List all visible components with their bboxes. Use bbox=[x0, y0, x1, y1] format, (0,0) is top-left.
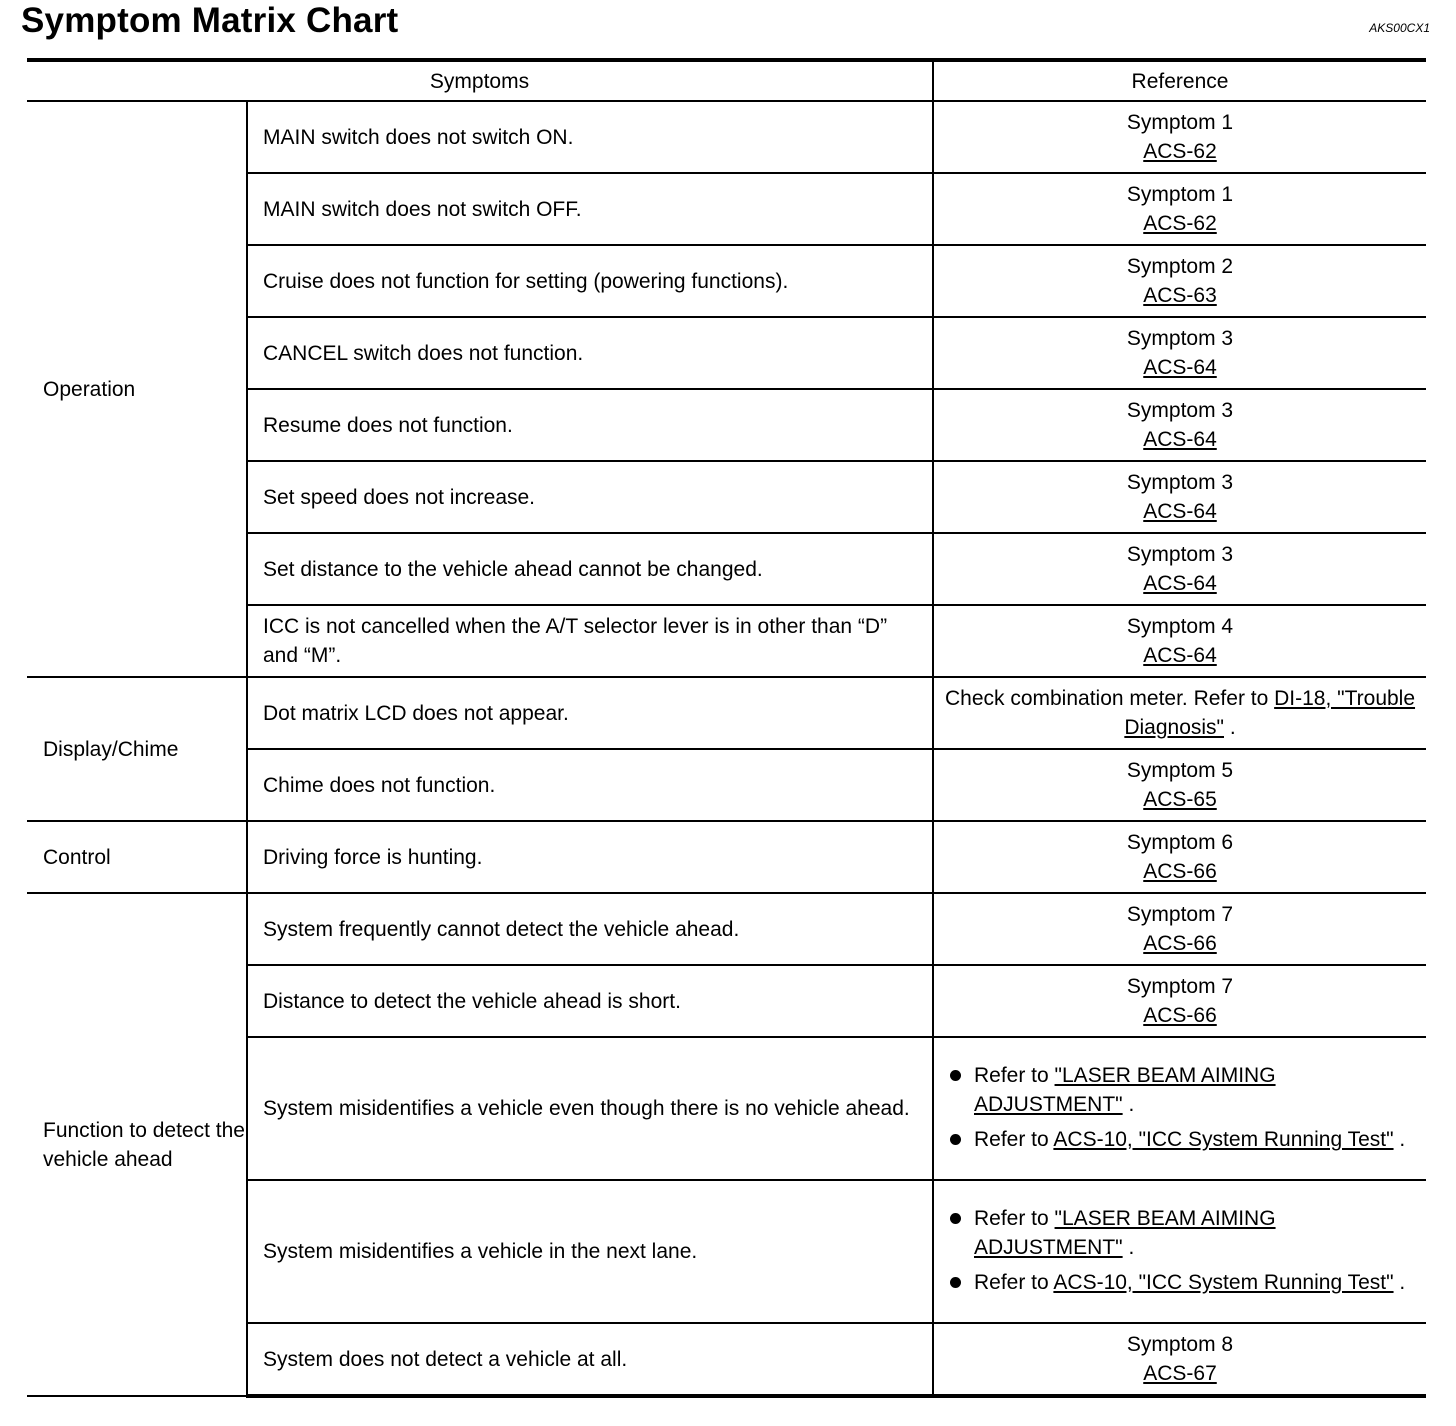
reference-cell bbox=[933, 101, 1426, 173]
reference-label: Symptom 8 bbox=[1126, 1333, 1234, 1356]
reference-cell bbox=[933, 533, 1426, 605]
reference-column-header: Reference bbox=[933, 60, 1426, 101]
symptom-cell: ICC is not cancelled when the A/T selector lever is in other than “D” and “M”. bbox=[247, 605, 933, 677]
reference-label: Symptom 3 bbox=[1126, 471, 1234, 494]
reference-link[interactable]: ACS-64 bbox=[1143, 500, 1217, 523]
symptom-cell: Set distance to the vehicle ahead cannot be changed. bbox=[247, 533, 933, 605]
reference-cell bbox=[933, 461, 1426, 533]
reference-link[interactable]: ACS-64 bbox=[1143, 572, 1217, 595]
reference-link[interactable]: ACS-10, "ICC System Running Test" bbox=[1053, 1128, 1394, 1151]
bullet-icon bbox=[950, 1213, 961, 1224]
reference-label: Symptom 3 bbox=[1126, 327, 1234, 350]
reference-link[interactable]: ACS-67 bbox=[1143, 1362, 1217, 1385]
reference-suffix: . bbox=[1393, 1128, 1406, 1151]
reference-cell bbox=[933, 749, 1426, 821]
reference-label: Check combination meter. Refer to bbox=[944, 687, 1275, 710]
reference-cell bbox=[933, 245, 1426, 317]
symptom-cell: Distance to detect the vehicle ahead is short. bbox=[247, 965, 933, 1037]
reference-cell bbox=[933, 965, 1426, 1037]
reference-label: Symptom 7 bbox=[1126, 975, 1234, 998]
symptom-cell: CANCEL switch does not function. bbox=[247, 317, 933, 389]
reference-cell bbox=[933, 677, 1426, 749]
reference-label: Symptom 2 bbox=[1126, 255, 1234, 278]
category-operation: Operation bbox=[27, 101, 247, 677]
reference-suffix: . bbox=[1224, 716, 1236, 739]
reference-label: Refer to bbox=[974, 1064, 1055, 1087]
symptom-cell: Chime does not function. bbox=[247, 749, 933, 821]
reference-cell bbox=[933, 893, 1426, 965]
reference-label: Refer to bbox=[974, 1128, 1054, 1151]
reference-suffix: . bbox=[1393, 1271, 1406, 1294]
table-header-row bbox=[27, 60, 1426, 101]
table-row bbox=[27, 101, 1426, 173]
symptom-cell: MAIN switch does not switch ON. bbox=[247, 101, 933, 173]
reference-label: Symptom 1 bbox=[1126, 111, 1234, 134]
reference-label: Refer to bbox=[974, 1207, 1055, 1230]
symptom-cell: Dot matrix LCD does not appear. bbox=[247, 677, 933, 749]
reference-link[interactable]: ACS-62 bbox=[1143, 212, 1217, 235]
reference-label: Symptom 3 bbox=[1126, 399, 1234, 422]
bullet-icon bbox=[950, 1277, 961, 1288]
symptom-cell: Cruise does not function for setting (powering functions). bbox=[247, 245, 933, 317]
list-item bbox=[948, 1061, 1426, 1119]
reference-bullet-list bbox=[934, 1061, 1426, 1154]
reference-link[interactable]: ACS-62 bbox=[1143, 140, 1217, 163]
list-item bbox=[948, 1125, 1426, 1154]
list-item bbox=[948, 1204, 1426, 1262]
reference-cell bbox=[933, 605, 1426, 677]
document-code: AKS00CX1 bbox=[1369, 21, 1430, 35]
reference-link[interactable]: ACS-10, "ICC System Running Test" bbox=[1053, 1271, 1394, 1294]
reference-cell bbox=[933, 389, 1426, 461]
reference-bullet-list bbox=[934, 1204, 1426, 1297]
reference-link[interactable]: "LASER BEAM AIMING ADJUSTMENT" bbox=[974, 1207, 1276, 1259]
bullet-icon bbox=[950, 1070, 961, 1081]
category-control: Control bbox=[27, 821, 247, 893]
reference-label: Symptom 7 bbox=[1126, 903, 1234, 926]
reference-cell bbox=[933, 1180, 1426, 1323]
symptom-cell: Set speed does not increase. bbox=[247, 461, 933, 533]
reference-cell bbox=[933, 173, 1426, 245]
list-item bbox=[948, 1268, 1426, 1297]
reference-link[interactable]: ACS-64 bbox=[1143, 644, 1217, 667]
reference-label: Symptom 5 bbox=[1126, 759, 1234, 782]
reference-link[interactable]: DI-18, "Trouble Diagnosis" bbox=[1124, 687, 1416, 739]
reference-label: Symptom 6 bbox=[1126, 831, 1234, 854]
reference-cell bbox=[933, 317, 1426, 389]
symptom-cell: System misidentifies a vehicle in the next lane. bbox=[247, 1180, 933, 1323]
table-row bbox=[27, 677, 1426, 749]
reference-link[interactable]: ACS-66 bbox=[1143, 860, 1217, 883]
reference-link[interactable]: ACS-66 bbox=[1143, 932, 1217, 955]
symptom-cell: System misidentifies a vehicle even though there is no vehicle ahead. bbox=[247, 1037, 933, 1180]
symptom-cell: MAIN switch does not switch OFF. bbox=[247, 173, 933, 245]
symptom-cell: System does not detect a vehicle at all. bbox=[247, 1323, 933, 1396]
symptom-cell: Resume does not function. bbox=[247, 389, 933, 461]
reference-cell bbox=[933, 1037, 1426, 1180]
reference-cell bbox=[933, 821, 1426, 893]
symptoms-column-header: Symptoms bbox=[27, 60, 933, 101]
reference-link[interactable]: "LASER BEAM AIMING ADJUSTMENT" bbox=[974, 1064, 1276, 1116]
symptom-cell: System frequently cannot detect the vehicle ahead. bbox=[247, 893, 933, 965]
reference-suffix: . bbox=[1122, 1093, 1135, 1116]
reference-label: Symptom 4 bbox=[1126, 615, 1234, 638]
table-row bbox=[27, 821, 1426, 893]
page-title: Symptom Matrix Chart bbox=[21, 1, 399, 40]
reference-label: Symptom 3 bbox=[1126, 543, 1234, 566]
symptom-cell: Driving force is hunting. bbox=[247, 821, 933, 893]
reference-label: Symptom 1 bbox=[1126, 183, 1234, 206]
category-display-chime: Display/Chime bbox=[27, 677, 247, 821]
reference-cell bbox=[933, 1323, 1426, 1396]
category-detect-vehicle: Function to detect the vehicle ahead bbox=[27, 893, 247, 1396]
table-row bbox=[27, 893, 1426, 965]
reference-link[interactable]: ACS-64 bbox=[1143, 356, 1217, 379]
reference-label: Refer to bbox=[974, 1271, 1054, 1294]
reference-link[interactable]: ACS-63 bbox=[1143, 284, 1217, 307]
reference-link[interactable]: ACS-64 bbox=[1143, 428, 1217, 451]
bullet-icon bbox=[950, 1134, 961, 1145]
reference-suffix: . bbox=[1122, 1236, 1135, 1259]
reference-link[interactable]: ACS-65 bbox=[1143, 788, 1217, 811]
symptom-matrix-table bbox=[27, 58, 1426, 1398]
reference-link[interactable]: ACS-66 bbox=[1143, 1004, 1217, 1027]
